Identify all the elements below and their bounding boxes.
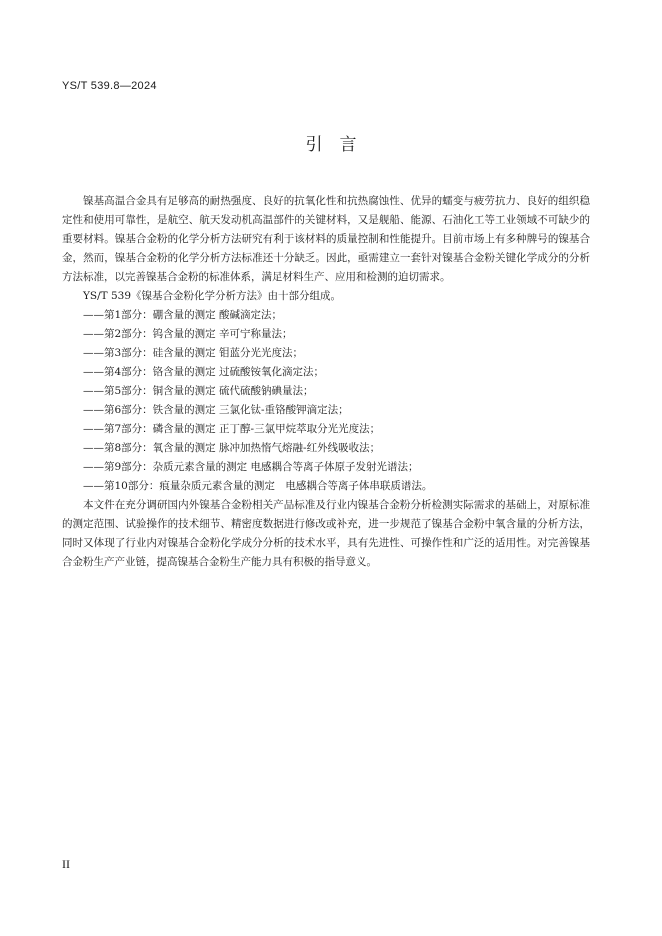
- page-title: 引言: [305, 135, 374, 155]
- list-item: ——第1部分：硼含量的测定 酸碱滴定法；: [83, 309, 283, 321]
- list-item: ——第8部分：氧含量的测定 脉冲加热惰气熔融-红外线吸收法；: [83, 442, 381, 454]
- composition-paragraph: YS/T 539《镍基合金粉化学分析方法》由十部分组成。: [83, 290, 342, 302]
- summary-paragraph: 本文件在充分调研国内外镍基合金粉相关产品标准及行业内镍基合金粉分析检测实际需求的基础上，对原标准的测定范围、试验操作的技术细节、精密度数据进行修改或补充，进一步规范了镍基合金粉中氧含量的分析方法，同时又体现了行业内对镍基合金粉化学成分分析的技术水平，具有先进性、可操作性和广泛的适用性。对完善镍基合金粉生产产业链，提高镍基合金粉生产能力具有积极的指导意义。: [62, 499, 590, 568]
- list-item: ——第3部分：硅含量的测定 钼蓝分光光度法；: [83, 347, 304, 359]
- intro-paragraph: 镍基高温合金具有足够高的耐热强度、良好的抗氧化性和抗热腐蚀性、优异的蠕变与疲劳抗力、良好的组织稳定性和使用可靠性，是航空、航天发动机高温部件的关键材料，又是舰船、能源、石油化工等工业领域不可缺少的重要材料。镍基合金粉的化学分析方法研究有利于该材料的质量控制和性能提升。目前市场上有多种牌号的镍基合金，然而，镍基合金粉的化学分析方法标准还十分缺乏。因此，亟需建立一套针对镍基合金粉关键化学成分的分析方法标准，以完善镍基合金粉的标准体系，满足材料生产、应用和检测的迫切需求。: [62, 195, 590, 283]
- list-item: ——第10部分：痕量杂质元素含量的测定 电感耦合等离子体串联质谱法。: [83, 480, 433, 492]
- document-body: [62, 192, 590, 572]
- document-code: YS/T 539.8—2024: [62, 80, 157, 92]
- list-item: ——第7部分：磷含量的测定 正丁醇-三氯甲烷萃取分光光度法；: [83, 423, 381, 435]
- list-item: ——第9部分：杂质元素含量的测定 电感耦合等离子体原子发射光谱法；: [83, 461, 419, 473]
- list-item: ——第2部分：钨含量的测定 辛可宁称量法；: [83, 328, 293, 340]
- parts-list: [62, 306, 590, 496]
- list-item: ——第5部分：铜含量的测定 硫代硫酸钠碘量法；: [83, 385, 314, 397]
- list-item: ——第6部分：铁含量的测定 三氯化钛-重铬酸钾滴定法；: [83, 404, 349, 416]
- page-number: II: [62, 857, 70, 871]
- list-item: ——第4部分：铬含量的测定 过硫酸铵氧化滴定法；: [83, 366, 325, 378]
